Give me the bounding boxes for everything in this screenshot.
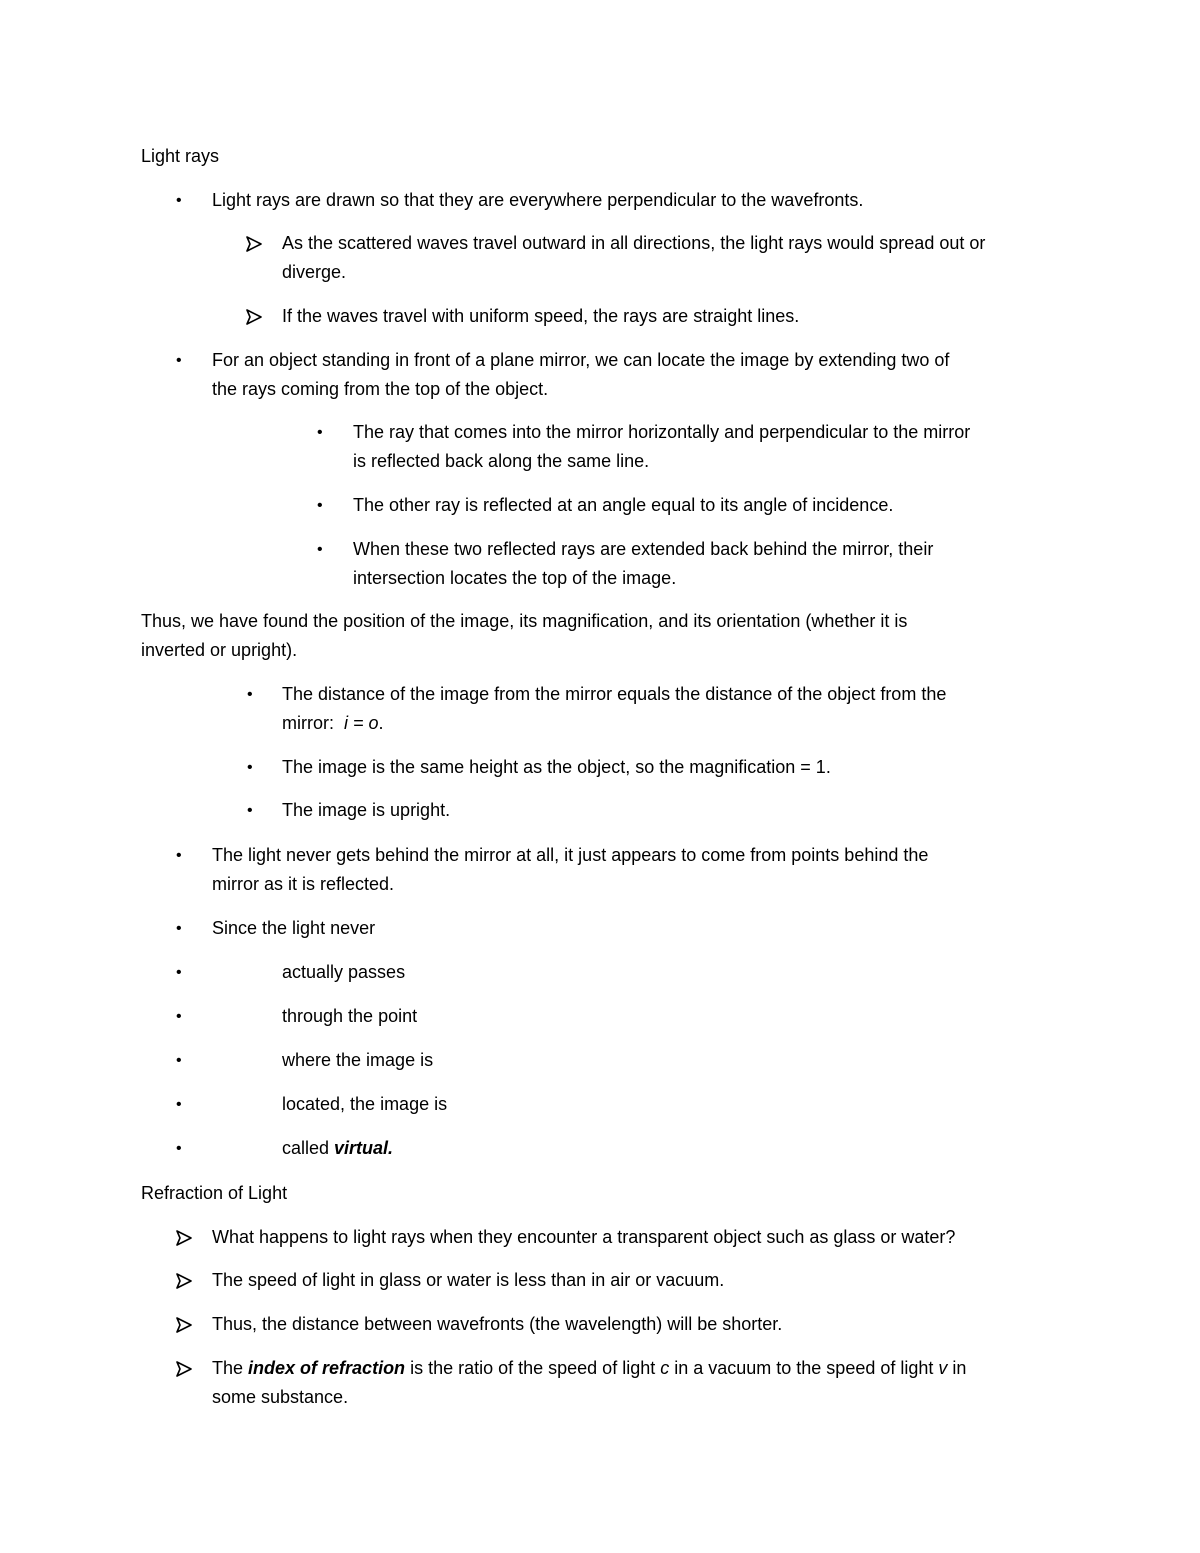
heading-light-rays: Light rays xyxy=(141,146,220,166)
emphasis-text: virtual. xyxy=(334,1138,394,1158)
emphasis-text: index of refraction xyxy=(248,1358,406,1378)
list-item xyxy=(282,1134,393,1163)
bullet-icon: • xyxy=(247,802,253,819)
list-item: located, the image is xyxy=(282,1094,448,1114)
text-span: in xyxy=(947,1358,967,1378)
variable-c: c xyxy=(660,1358,670,1378)
text-span: called xyxy=(282,1138,335,1158)
list-item-continuation xyxy=(282,709,384,738)
list-item: What happens to light rays when they encounter a transparent object such as glass or water? xyxy=(212,1227,956,1247)
arrow-bullet-icon xyxy=(246,309,262,325)
text-span: . xyxy=(378,713,384,733)
list-item: If the waves travel with uniform speed, the rays are straight lines. xyxy=(282,306,800,326)
list-item: The image is the same height as the object, so the magnification = 1. xyxy=(282,757,831,777)
list-item-continuation: intersection locates the top of the image. xyxy=(353,568,677,588)
list-item-continuation: some substance. xyxy=(212,1387,349,1407)
list-item: The other ray is reflected at an angle equal to its angle of incidence. xyxy=(353,495,894,515)
bullet-icon: • xyxy=(176,1008,182,1025)
bullet-icon: • xyxy=(176,1140,182,1157)
list-item-continuation: diverge. xyxy=(282,262,347,282)
bullet-icon: • xyxy=(247,759,253,776)
text-span: mirror: xyxy=(282,713,344,733)
list-item: When these two reflected rays are extended back behind the mirror, their xyxy=(353,539,934,559)
list-item: Thus, the distance between wavefronts (the wavelength) will be shorter. xyxy=(212,1314,783,1334)
list-item-continuation: is reflected back along the same line. xyxy=(353,451,650,471)
variable-v: v xyxy=(938,1358,948,1378)
bullet-icon: • xyxy=(317,541,323,558)
list-item: The image is upright. xyxy=(282,800,451,820)
list-item: The ray that comes into the mirror horizontally and perpendicular to the mirror xyxy=(353,422,971,442)
text-span: in a vacuum to the speed of light xyxy=(669,1358,939,1378)
heading-refraction: Refraction of Light xyxy=(141,1183,288,1203)
list-item: actually passes xyxy=(282,962,406,982)
arrow-bullet-icon xyxy=(246,236,262,252)
list-item: where the image is xyxy=(282,1050,434,1070)
list-item: The distance of the image from the mirror equals the distance of the object from the xyxy=(282,684,947,704)
bullet-icon: • xyxy=(247,686,253,703)
bullet-icon: • xyxy=(317,497,323,514)
bullet-icon: • xyxy=(176,1096,182,1113)
list-item: For an object standing in front of a plane mirror, we can locate the image by extending two of xyxy=(212,350,950,370)
arrow-bullet-icon xyxy=(176,1361,192,1377)
arrow-bullet-icon xyxy=(176,1273,192,1289)
bullet-icon: • xyxy=(176,352,182,369)
arrow-bullet-icon xyxy=(176,1317,192,1333)
list-item: through the point xyxy=(282,1006,418,1026)
text-span: The xyxy=(212,1358,249,1378)
arrow-bullet-icon xyxy=(176,1230,192,1246)
paragraph-continuation: inverted or upright). xyxy=(141,640,298,660)
text-span: is the ratio of the speed of light xyxy=(405,1358,661,1378)
list-item: The light never gets behind the mirror at all, it just appears to come from points behind the xyxy=(212,845,929,865)
list-item-continuation: the rays coming from the top of the object. xyxy=(212,379,549,399)
list-item-continuation: mirror as it is reflected. xyxy=(212,874,395,894)
bullet-icon: • xyxy=(317,424,323,441)
bullet-icon: • xyxy=(176,964,182,981)
list-item: Light rays are drawn so that they are everywhere perpendicular to the wavefronts. xyxy=(212,190,864,210)
paragraph: Thus, we have found the position of the image, its magnification, and its orientation (whether it is xyxy=(141,611,908,631)
bullet-icon: • xyxy=(176,1052,182,1069)
equation-text: i = o xyxy=(344,713,379,733)
list-item: The speed of light in glass or water is less than in air or vacuum. xyxy=(212,1270,725,1290)
list-item: As the scattered waves travel outward in all directions, the light rays would spread out or xyxy=(282,233,986,253)
list-item: Since the light never xyxy=(212,918,376,938)
bullet-icon: • xyxy=(176,847,182,864)
bullet-icon: • xyxy=(176,920,182,937)
bullet-icon: • xyxy=(176,192,182,209)
list-item xyxy=(212,1354,966,1383)
